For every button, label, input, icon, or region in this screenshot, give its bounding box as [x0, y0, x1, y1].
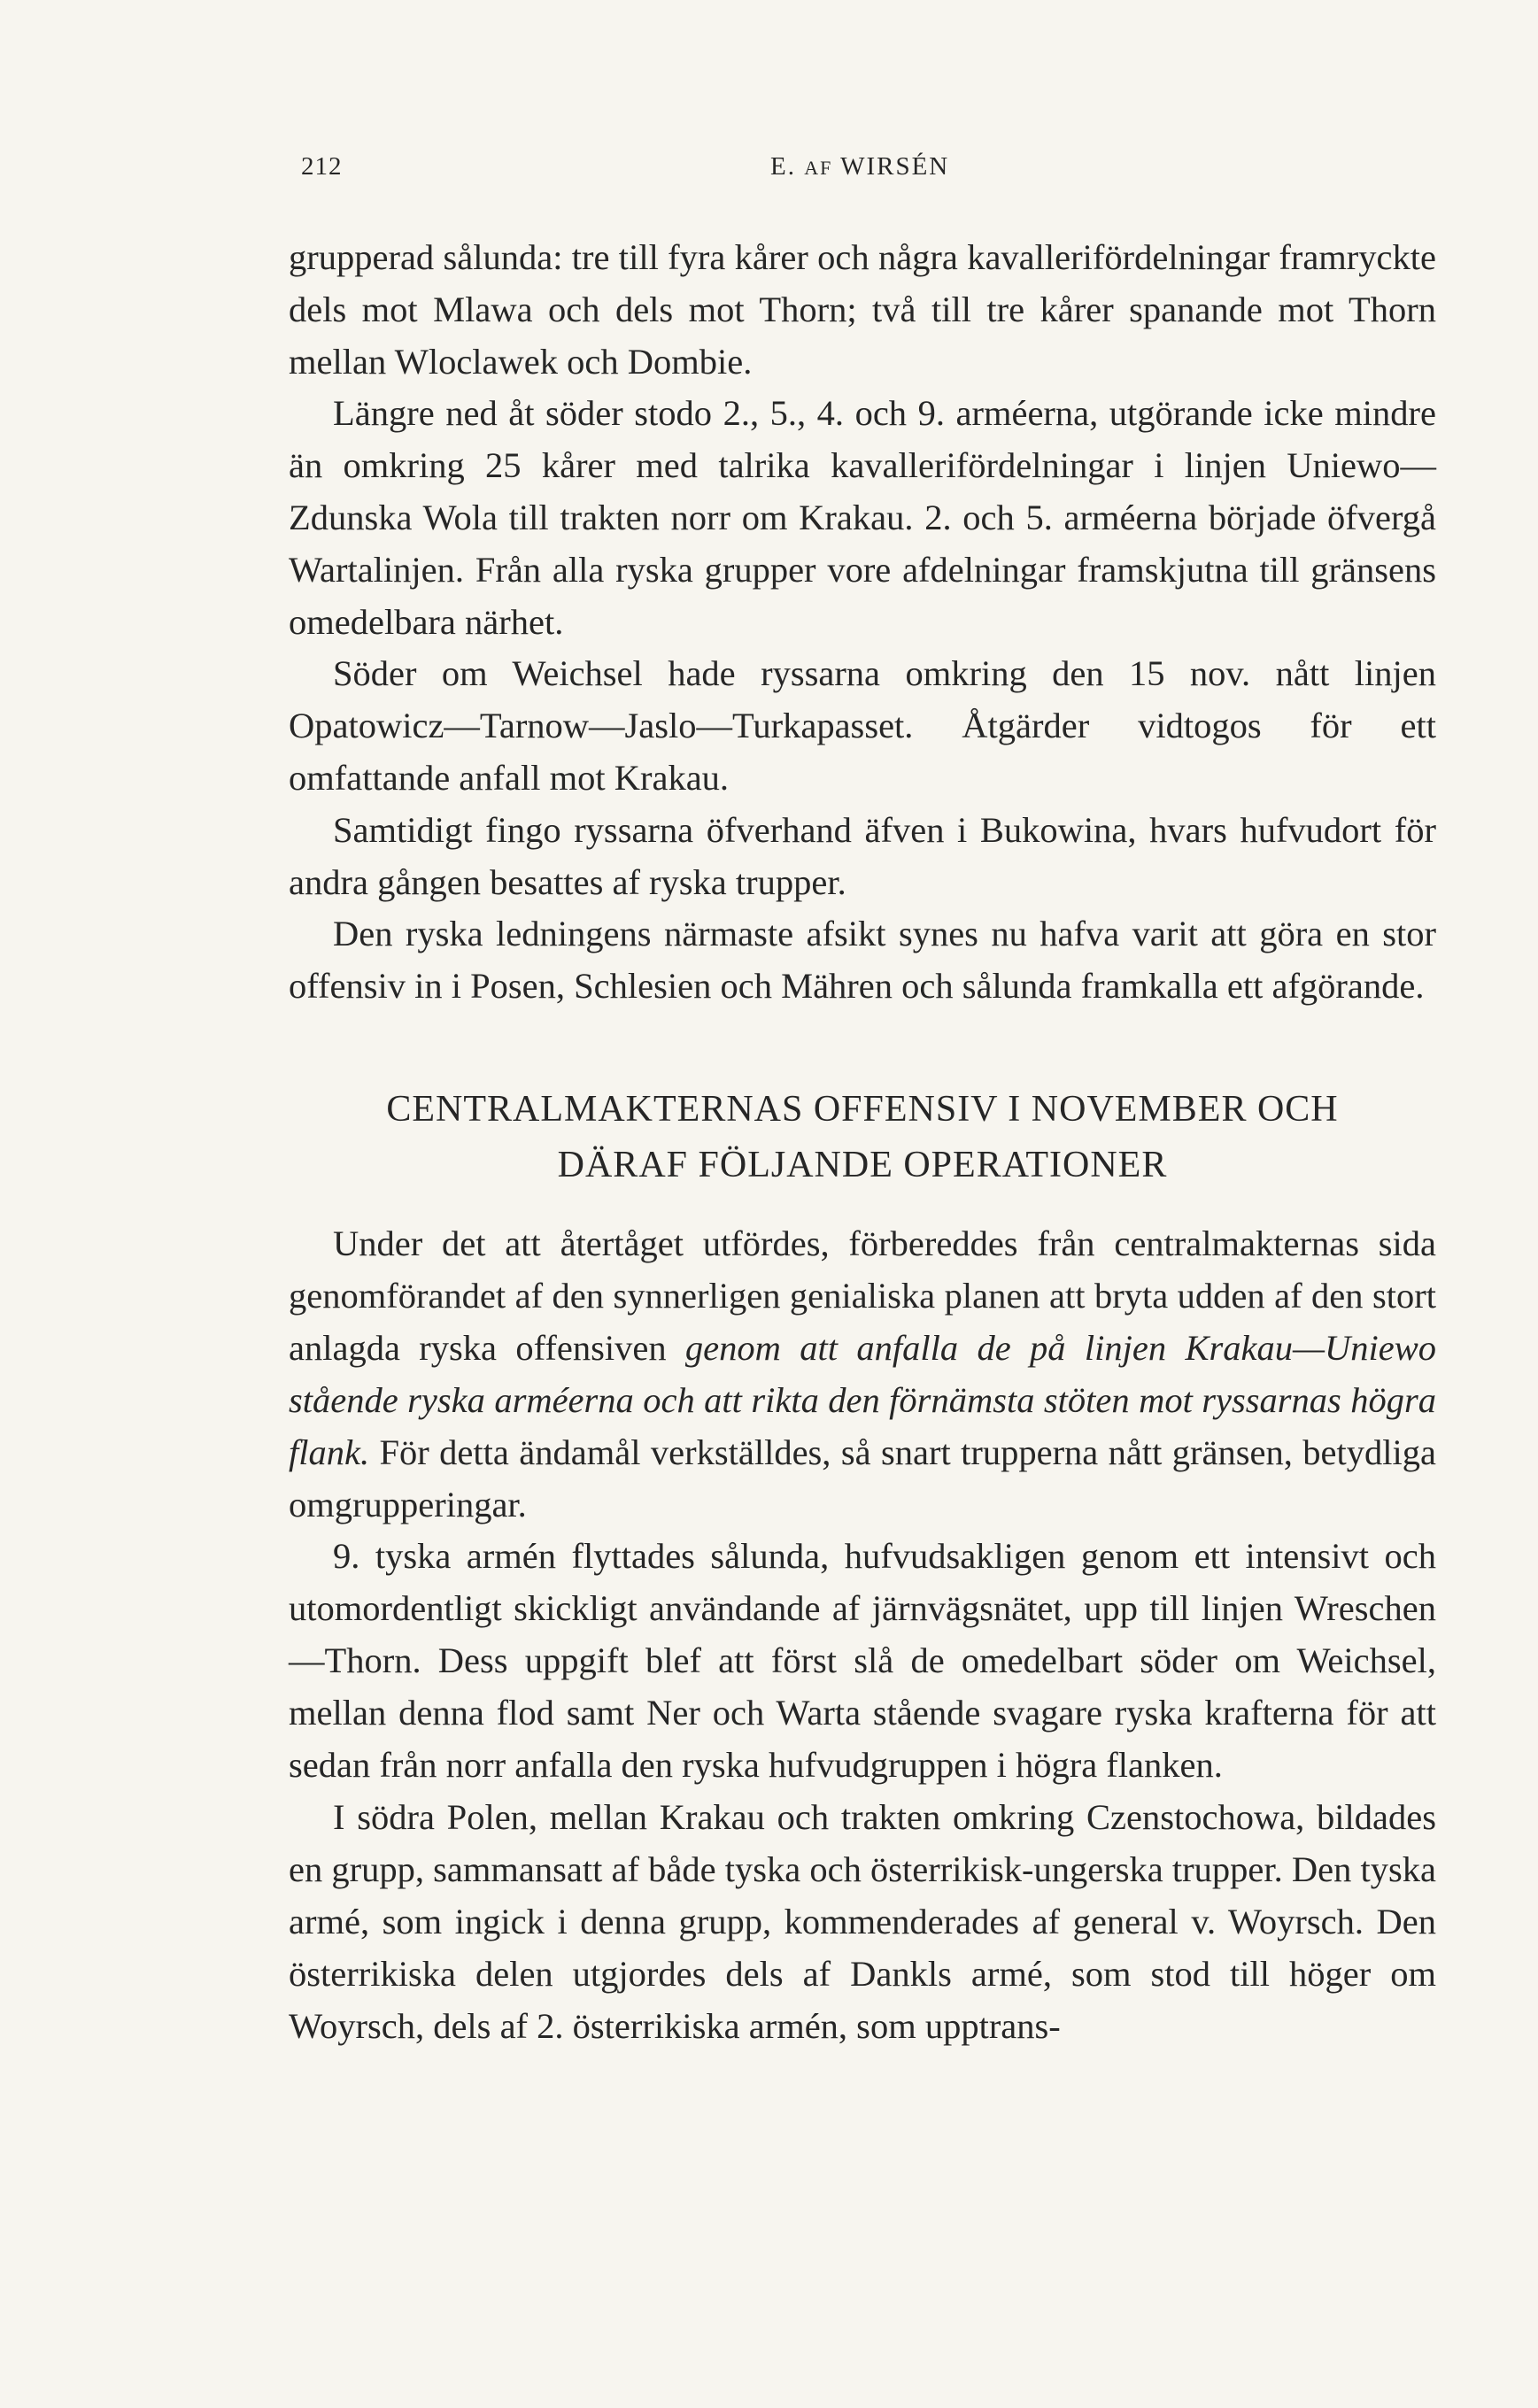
- heading-line-1: CENTRALMAKTERNAS OFFENSIV I NOVEMBER OCH: [386, 1089, 1339, 1130]
- paragraph: Söder om Weichsel hade ryssarna omkring den 15 nov. nått linjen Opatowicz—Tarnow—Jaslo—Turkapasset. Åtgärder vidtogos för ett omfattande anfall mot Krakau.: [289, 653, 1436, 798]
- author-surname: WIRSÉN: [840, 152, 950, 181]
- paragraph: grupperad sålunda: tre till fyra kårer och några kavallerifördelningar framryckte dels mot Mlawa och dels mot Thorn; två till tre kårer spanande mot Thorn mellan Wloclawek och Dombie.: [289, 237, 1436, 382]
- paragraph: Samtidigt fingo ryssarna öfverhand äfven i Bukowina, hvars hufvudort för andra gången besattes af ryska trupper.: [289, 809, 1436, 902]
- page-number: 212: [301, 152, 343, 181]
- author-initial: E.: [770, 152, 796, 181]
- italic-emphasis: genom att anfalla de på linjen Krakau—Uniewo stående ryska arméerna och att rikta den förnämsta stöten mot ryssarnas högra flank.: [289, 1327, 1436, 1472]
- section-two-text: [289, 1218, 1436, 2053]
- author-particle: AF: [804, 157, 833, 179]
- paragraph-text: För detta ändamål verkställdes, så snart trupperna nått gränsen, betydliga omgrupperingar.: [289, 1432, 1436, 1524]
- paragraph: 9. tyska armén flyttades sålunda, hufvudsakligen genom ett intensivt och utomordentligt skickligt användande af järnvägsnätet, upp till linjen Wreschen—Thorn. Dess uppgift blef att först slå de omedelbart söder om Weichsel, mellan denna flod samt Ner och Warta stående svagare ryska krafterna för att sedan från norr anfalla den ryska hufvudgruppen i högra flanken.: [289, 1536, 1436, 1786]
- paragraph: Den ryska ledningens närmaste afsikt synes nu hafva varit att göra en stor offensiv in i Posen, Schlesien och Mähren och sålunda framkalla ett afgörande.: [289, 914, 1436, 1007]
- paragraph: I södra Polen, mellan Krakau och trakten omkring Czenstochowa, bildades en grupp, sammansatt af både tyska och österrikisk-ungerska trupper. Den tyska armé, som ingick i denna grupp, kommenderades af general v. Woyrsch. Den österrikiska delen utgjordes dels af Dankls armé, som stod till höger om Woyrsch, dels af 2. österrikiska armén, som upptrans-: [289, 1796, 1436, 2046]
- paragraph: [289, 1218, 1436, 1531]
- section-heading: [289, 1082, 1436, 1193]
- heading-line-2: DÄRAF FÖLJANDE OPERATIONER: [557, 1145, 1168, 1185]
- running-title: [770, 152, 949, 181]
- section-one-text: [289, 232, 1436, 1013]
- paragraph: Längre ned åt söder stodo 2., 5., 4. och 9. arméerna, utgörande icke mindre än omkring 25 kårer med talrika kavallerifördelningar i linjen Uniewo—Zdunska Wola till trakten norr om Krakau. 2. och 5. arméerna började öfvergå Wartalinjen. Från alla ryska grupper vore afdelningar framskjutna till gränsens omedelbara närhet.: [289, 393, 1436, 642]
- paragraph-text: Under det att återtåget utfördes, förbereddes från centralmakternas sida genomförandet af den synnerligen genialiska planen att bryta udden af den stort anlagda ryska offensiven: [289, 1223, 1436, 1368]
- running-head: [301, 152, 1433, 197]
